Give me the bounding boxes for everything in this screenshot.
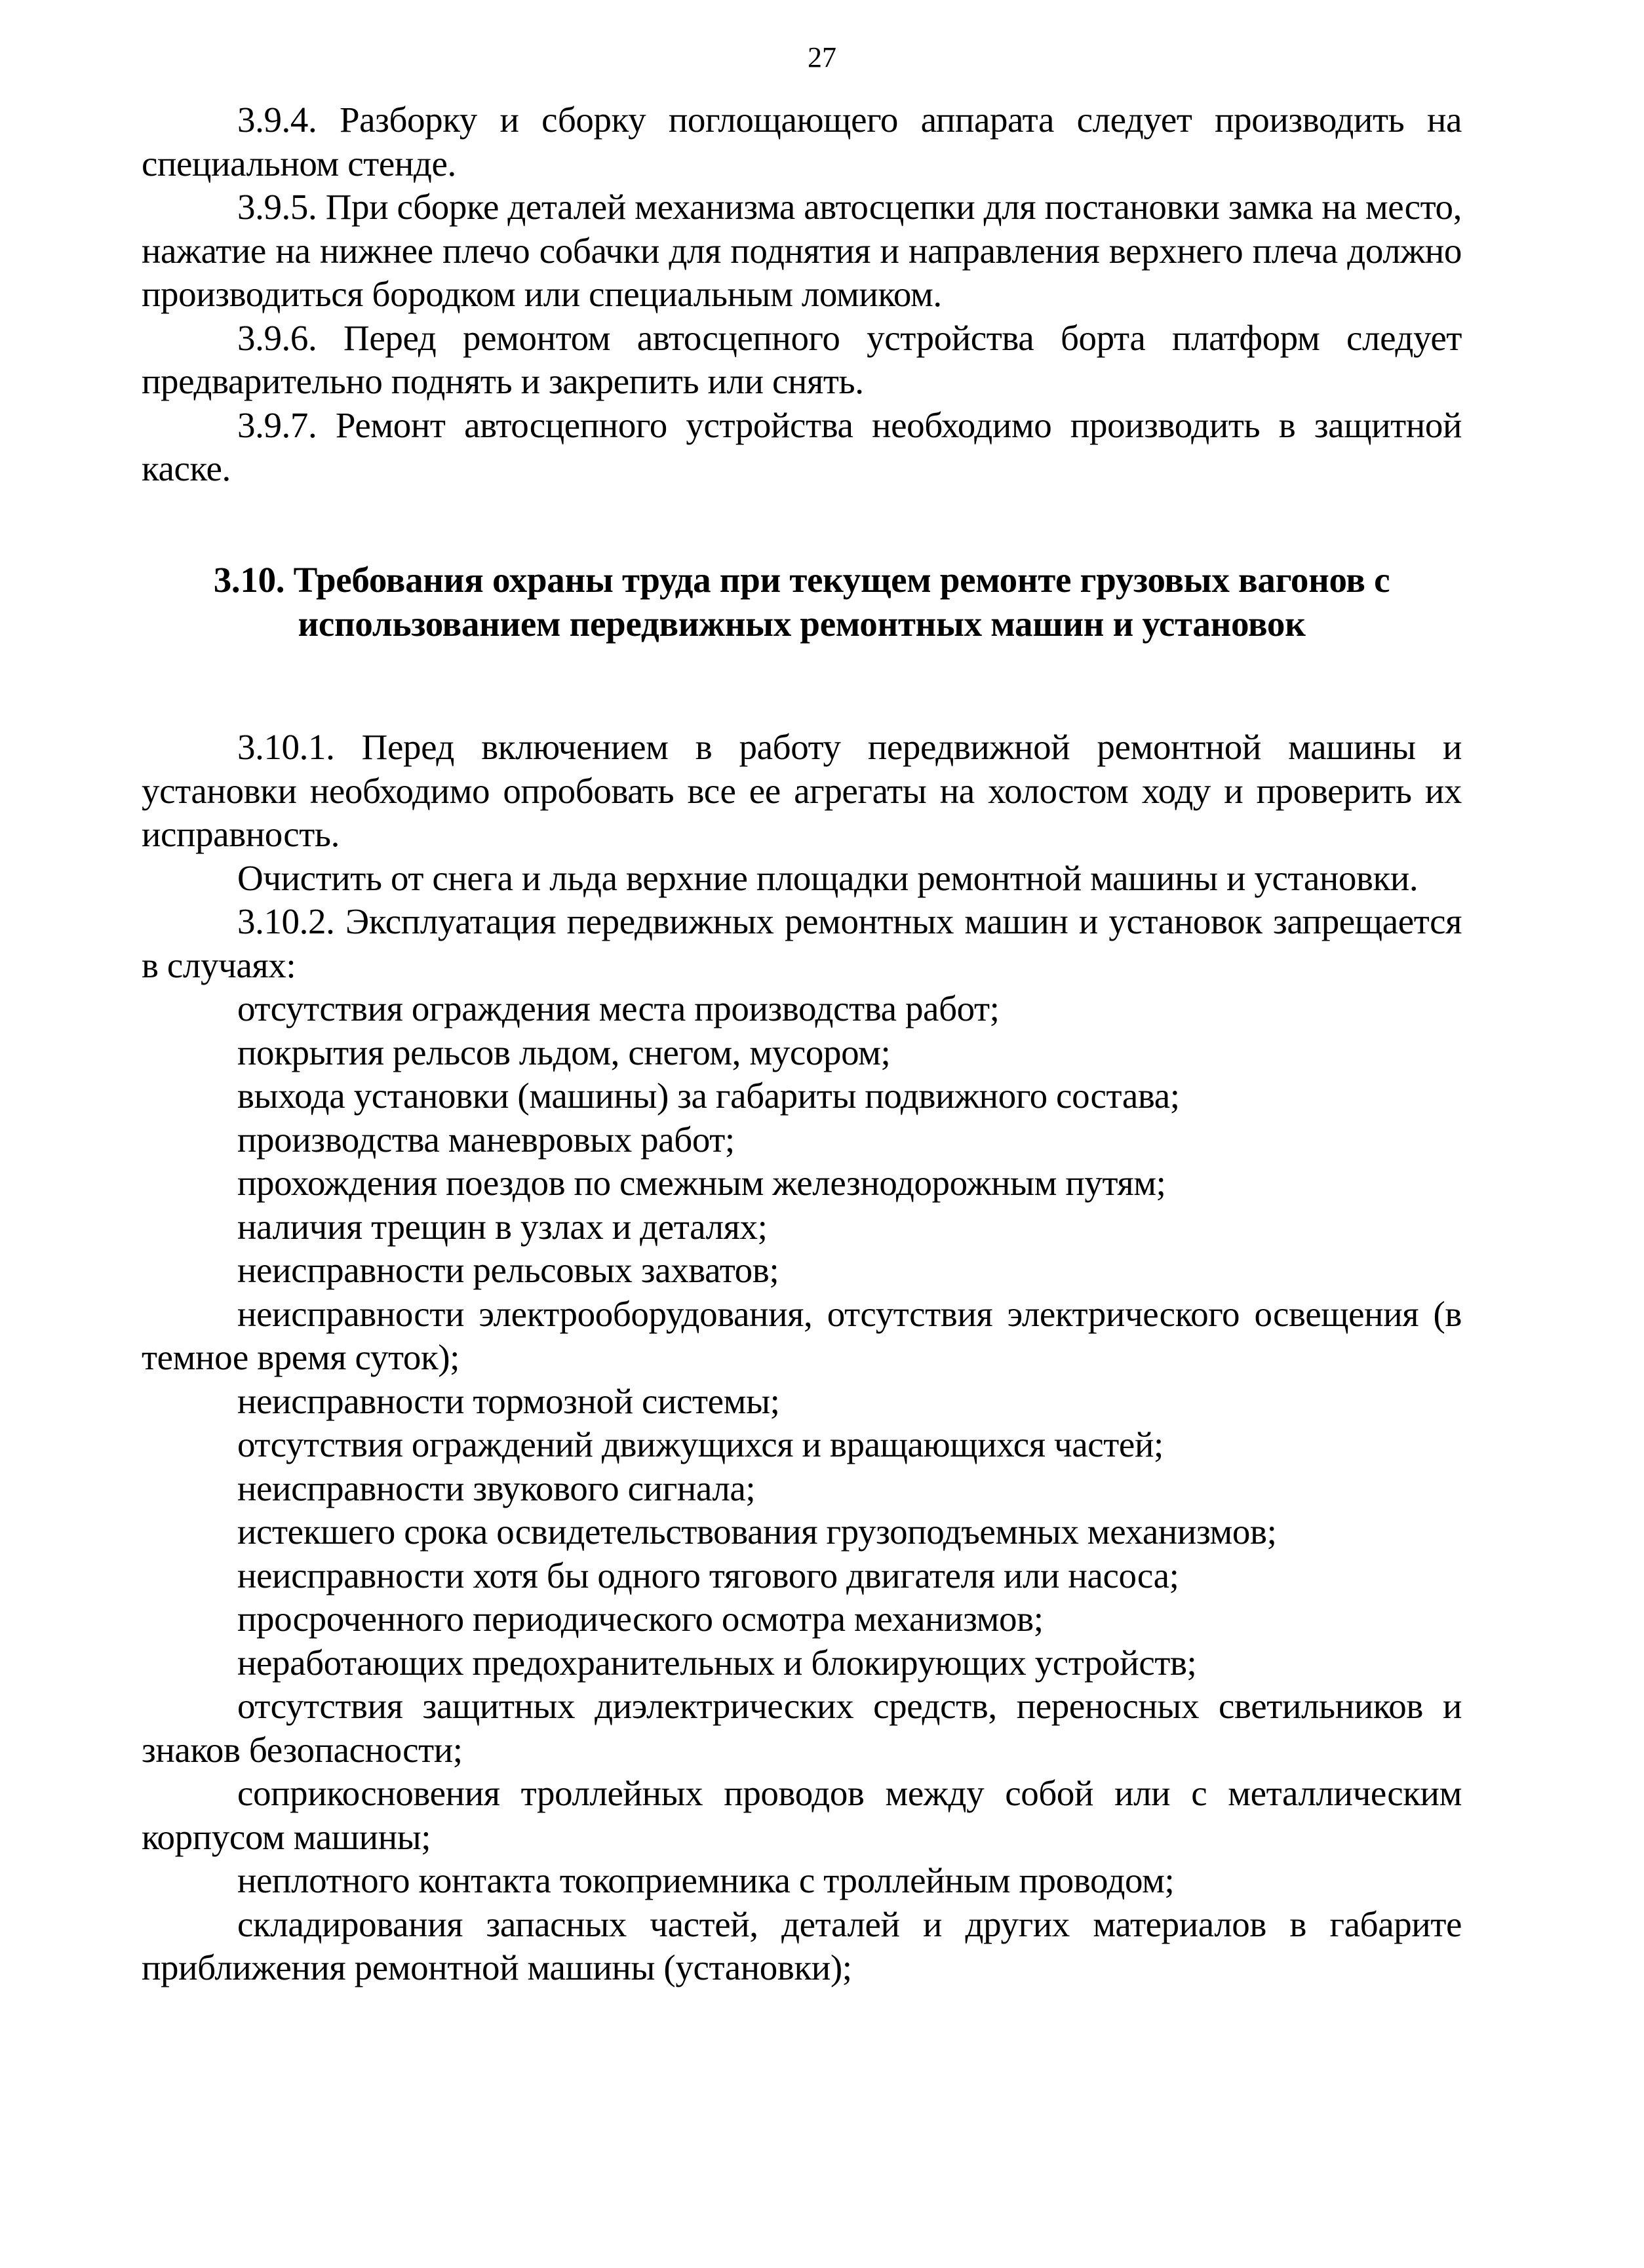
heading-line-2: использованием передвижных ремонтных машин и установок	[298, 603, 1306, 644]
list-item: истекшего срока освидетельствования грузоподъемных механизмов;	[237, 1512, 1277, 1552]
section-3-9-block	[142, 98, 1462, 491]
list-item: отсутствия защитных диэлектрических средств, переносных светильников и знаков безопасности;	[142, 1686, 1462, 1770]
list-item: выхода установки (машины) за габариты подвижного состава;	[237, 1076, 1180, 1116]
list-item: неисправности рельсовых захватов;	[237, 1250, 779, 1290]
paragraph-3-10-1: 3.10.1. Перед включением в работу передвижной ремонтной машины и установки необходимо опробовать все ее агрегаты на холостом ходу и проверить их исправность.	[142, 727, 1462, 854]
list-item: прохождения поездов по смежным железнодорожным путям;	[237, 1163, 1166, 1203]
list-item: отсутствия ограждения места производства работ;	[237, 988, 1000, 1028]
list-item: неплотного контакта токоприемника с троллейным проводом;	[237, 1860, 1175, 1900]
section-3-10-heading	[142, 558, 1462, 646]
list-item: неисправности электрооборудования, отсутствия электрического освещения (в темное время суток);	[142, 1293, 1462, 1377]
list-item: неисправности тормозной системы;	[237, 1380, 780, 1421]
list-item: просроченного периодического осмотра механизмов;	[237, 1599, 1044, 1639]
list-item: складирования запасных частей, деталей и других материалов в габарите приближения ремонтной машины (установки);	[142, 1904, 1462, 1987]
paragraph-3-9-6: 3.9.6. Перед ремонтом автосцепного устройства борта платформ следует предварительно поднять и закрепить или снять.	[142, 317, 1462, 401]
section-3-10-block	[142, 726, 1462, 1990]
list-item: производства маневровых работ;	[237, 1119, 735, 1160]
paragraph-3-10-2: 3.10.2. Эксплуатация передвижных ремонтных машин и установок запрещается в случаях:	[142, 901, 1462, 985]
list-item: соприкосновения троллейных проводов между собой или с металлическим корпусом машины;	[142, 1773, 1462, 1857]
page-number: 27	[808, 41, 836, 73]
list-item: неработающих предохранительных и блокирующих устройств;	[237, 1642, 1197, 1683]
paragraph-clean-platforms: Очистить от снега и льда верхние площадки ремонтной машины и установки.	[237, 857, 1419, 898]
paragraph-3-9-7: 3.9.7. Ремонт автосцепного устройства необходимо производить в защитной каске.	[142, 404, 1462, 488]
list-item: неисправности хотя бы одного тягового двигателя или насоса;	[237, 1555, 1179, 1595]
paragraph-3-9-4: 3.9.4. Разборку и сборку поглощающего аппарата следует производить на специальном стенде.	[142, 100, 1462, 184]
heading-line-1: 3.10. Требования охраны труда при текущем ремонте грузовых вагонов с	[213, 560, 1390, 600]
prohibition-cases-list	[142, 987, 1462, 1990]
list-item: покрытия рельсов льдом, снегом, мусором;	[237, 1032, 891, 1072]
list-item: неисправности звукового сигнала;	[237, 1468, 756, 1508]
list-item: отсутствия ограждений движущихся и вращающихся частей;	[237, 1424, 1164, 1464]
list-item: наличия трещин в узлах и деталях;	[237, 1206, 768, 1247]
paragraph-3-9-5: 3.9.5. При сборке деталей механизма автосцепки для постановки замка на место, нажатие на нижнее плечо собачки для поднятия и направления верхнего плеча должно производиться бородком или специальным ломиком.	[142, 187, 1462, 314]
